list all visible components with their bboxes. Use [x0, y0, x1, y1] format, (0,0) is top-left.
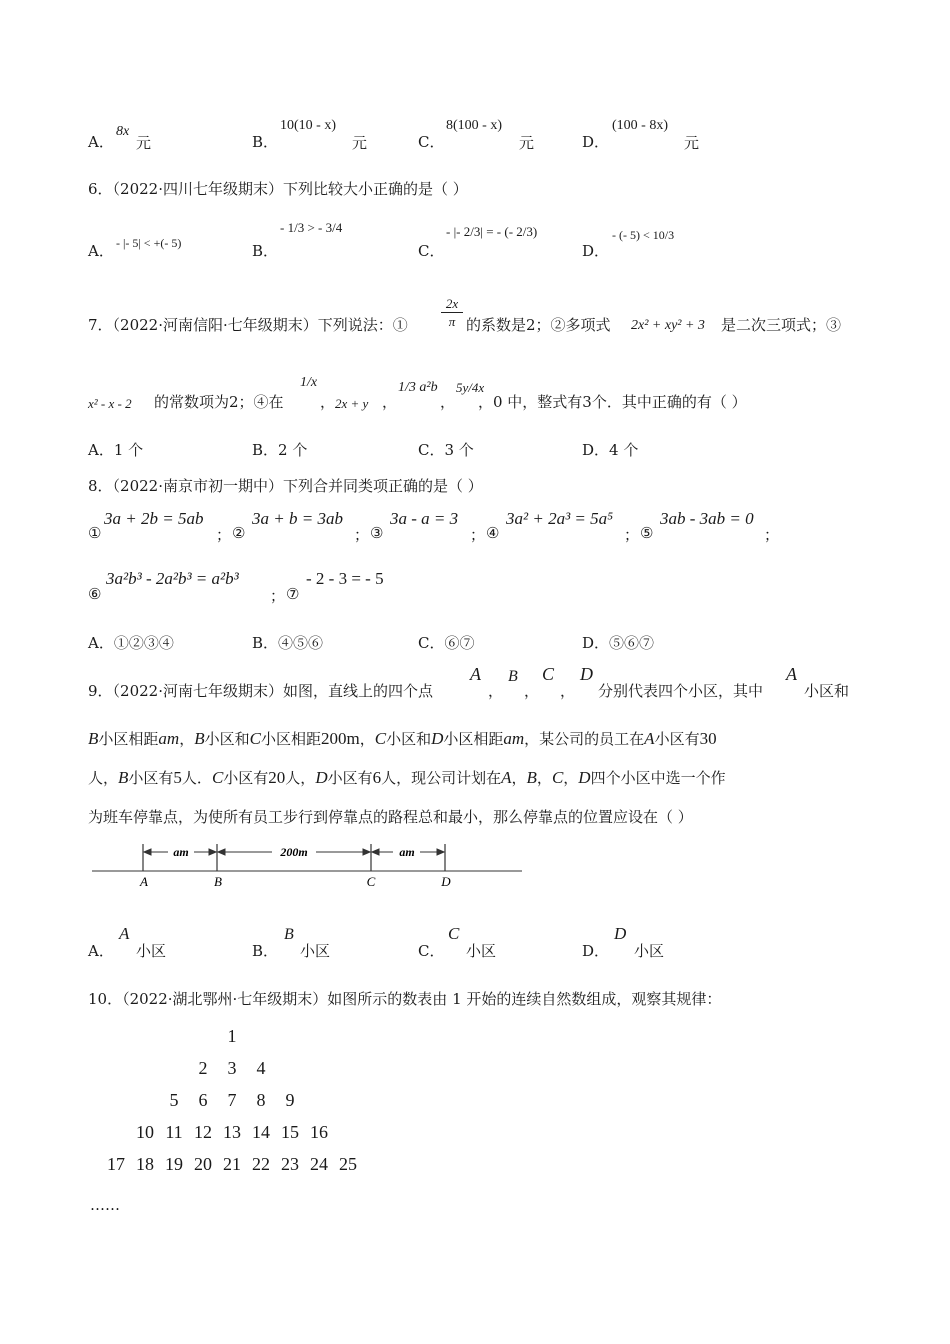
triangle-number: 23 — [281, 1154, 299, 1174]
triangle-number: 3 — [227, 1058, 237, 1078]
triangle-number: 14 — [252, 1122, 270, 1142]
q8-item-4-expr: 3a² + 2a³ = 5a⁵ — [506, 509, 614, 528]
line-text: 小区和 — [204, 730, 250, 748]
q9-option-c-text: 小区 — [466, 942, 497, 960]
triangle-number: 12 — [194, 1122, 212, 1142]
math-value: 20 — [268, 768, 286, 787]
triangle-number: 10 — [136, 1122, 154, 1142]
q9-option-b-label: B． — [252, 942, 279, 960]
q8-item-1-mark: ① — [88, 524, 102, 542]
math-symbol: A — [501, 768, 512, 787]
triangle-number: 2 — [198, 1058, 208, 1078]
math-symbol: am — [503, 729, 525, 748]
q7-frac-den: π — [448, 314, 456, 329]
q7-comma: ， — [440, 393, 456, 411]
line-text: 人． — [181, 769, 212, 787]
q8-item-3-mark: ③ — [370, 524, 384, 542]
triangle-number: 21 — [223, 1154, 241, 1174]
q8-option-b — [252, 632, 323, 653]
q8-item-5-mark: ⑤ — [640, 524, 654, 542]
q9-option-a-label: A． — [88, 942, 114, 960]
q5-option-a-label: A． — [88, 133, 114, 151]
q7-stem-part2: 的系数是2；②多项式 — [466, 316, 611, 334]
option-label: C． — [418, 634, 445, 652]
q5-option-c-unit: 元 — [519, 134, 535, 152]
q7-line2-expr: x² - x - 2 — [88, 396, 132, 411]
q8-item-2-mark: ② — [232, 524, 246, 542]
q5-option-d-label: D． — [582, 133, 610, 151]
line-text: 人， — [285, 769, 316, 787]
q7-fraction-2x-over-pi — [441, 296, 463, 329]
triangle-number: 22 — [252, 1154, 270, 1174]
q6-stem: 6．（2022·四川七年级期末）下列比较大小正确的是（ ） — [88, 180, 468, 198]
separator: ； — [354, 526, 370, 544]
q9-point-a-ref: A — [786, 664, 797, 684]
q5-option-a-unit: 元 — [136, 134, 152, 152]
q8-item-6-mark: ⑥ — [88, 585, 102, 603]
figure-seg2-label: 200m — [280, 845, 308, 859]
q8-item-1-expr: 3a + 2b = 5ab — [104, 509, 204, 528]
math-symbol: C — [551, 768, 564, 787]
q5-option-a-expr: 8x — [116, 124, 130, 139]
separator: ； — [624, 526, 640, 544]
math-symbol: am — [158, 729, 180, 748]
triangle-number: 24 — [310, 1154, 328, 1174]
math-symbol: B — [88, 729, 99, 748]
q6-option-a-expr: - |- 5| < +(- 5) — [116, 236, 182, 250]
q9-stem-line2 — [88, 728, 717, 749]
q6-option-d-label: D． — [582, 242, 610, 260]
option-label: D． — [582, 634, 610, 652]
option-label: B． — [252, 634, 279, 652]
q5-option-b-expr: 10(10 - x) — [280, 118, 336, 133]
figure-point-c: C — [366, 874, 376, 889]
q9-option-d-point: D — [614, 924, 627, 943]
q8-item-5-expr: 3ab - 3ab = 0 — [660, 509, 754, 528]
q7-item-2x-plus-y: 2x + y — [335, 396, 369, 411]
option-text: 2 个 — [278, 441, 308, 459]
q9-option-b-point: B — [284, 926, 294, 943]
option-text: 3 个 — [444, 441, 474, 459]
q7-item-third-a2b: 1/3 a²b — [398, 380, 438, 395]
q9-option-a-text: 小区 — [136, 942, 167, 960]
q6-option-d-expr: - (- 5) < 10/3 — [612, 228, 675, 242]
q9-option-d-text: 小区 — [634, 942, 665, 960]
line-text: ， — [536, 769, 552, 787]
q9-stem-part1: 9．（2022·河南七年级期末）如图，直线上的四个点 — [88, 682, 433, 700]
math-symbol: B — [118, 768, 129, 787]
q5-option-d-expr: (100 - 8x) — [612, 118, 668, 133]
line-text: 小区有 — [128, 769, 174, 787]
line-text: 人，现公司计划在 — [381, 769, 502, 787]
q9-comma: ， — [560, 682, 576, 700]
line-text: ， — [563, 769, 579, 787]
q8-option-c — [418, 632, 475, 653]
option-text: 4 个 — [609, 441, 639, 459]
q8-item-3-expr: 3a - a = 3 — [390, 509, 459, 528]
fraction-bar — [441, 312, 463, 313]
option-label: A． — [88, 634, 114, 652]
q7-option-c — [418, 439, 474, 460]
line-text: 人， — [88, 769, 119, 787]
option-text: ⑥⑦ — [444, 634, 475, 652]
triangle-number: 17 — [107, 1154, 125, 1174]
q8-item-7-mark: ⑦ — [286, 585, 300, 603]
q7-option-b — [252, 439, 307, 460]
q7-item-5y-over-4x: 5y/4x — [456, 380, 485, 395]
line-text: 小区有 — [327, 769, 373, 787]
math-value: 200m — [320, 729, 360, 748]
triangle-number: 7 — [227, 1090, 237, 1110]
line-text: 小区相距 — [260, 730, 321, 748]
line-text: 小区相距 — [98, 730, 159, 748]
q9-option-d-label: D． — [582, 942, 610, 960]
option-label: D． — [582, 441, 610, 459]
math-symbol: C — [374, 729, 387, 748]
option-text: 1 个 — [113, 441, 144, 459]
q7-stem-part1: 7．（2022·河南信阳·七年级期末）下列说法：① — [88, 316, 408, 334]
q9-point-a: A — [470, 664, 481, 684]
triangle-number: 13 — [223, 1122, 241, 1142]
triangle-number: 9 — [285, 1090, 295, 1110]
triangle-number: 8 — [256, 1090, 266, 1110]
separator: ； — [270, 587, 286, 605]
line-text: 小区有 — [654, 730, 700, 748]
q7-line2-text2: ，0 中，整式有3个．其中正确的有（ ） — [478, 393, 747, 411]
q7-option-d — [582, 439, 638, 460]
q8-option-d — [582, 632, 654, 653]
q7-stem-part3: 是二次三项式；③ — [721, 316, 842, 334]
q9-option-a-point: A — [119, 924, 130, 943]
option-text: ①②③④ — [113, 634, 174, 652]
q5-option-c-label: C． — [418, 133, 445, 151]
line-text: 小区有 — [223, 769, 269, 787]
separator: ； — [470, 526, 486, 544]
q5-option-b-unit: 元 — [352, 134, 368, 152]
q9-stem-part2: 分别代表四个小区，其中 — [598, 682, 764, 700]
line-text: ， — [179, 730, 195, 748]
math-symbol: D — [431, 729, 444, 748]
q10-stem: 10．（2022·湖北鄂州·七年级期末）如图所示的数表由 1 开始的连续自然数组成，观察其规律： — [88, 990, 722, 1008]
triangle-number: 1 — [227, 1026, 237, 1046]
math-value: 6 — [372, 768, 382, 787]
q9-line-figure — [90, 838, 526, 892]
q7-line2-text1: 的常数项为2；④在 — [154, 393, 284, 411]
q9-option-c-label: C． — [418, 942, 445, 960]
triangle-number: 5 — [169, 1090, 179, 1110]
q8-item-6-expr: 3a²b³ - 2a²b³ = a²b³ — [106, 569, 239, 588]
q9-stem-line3 — [88, 767, 726, 788]
math-value: 5 — [173, 768, 182, 787]
q9-point-b: B — [508, 668, 518, 685]
math-symbol: C — [211, 768, 224, 787]
separator: ； — [216, 526, 232, 544]
triangle-number: 19 — [165, 1154, 183, 1174]
q7-option-a — [88, 439, 143, 460]
line-text: ，某公司的员工在 — [524, 730, 645, 748]
line-text: ， — [511, 769, 527, 787]
triangle-number: 18 — [136, 1154, 154, 1174]
line-text: 四个小区中选一个作 — [590, 769, 726, 787]
math-symbol: D — [315, 768, 328, 787]
q9-point-c: C — [542, 664, 555, 684]
q6-option-c-expr: - |- 2/3| = - (- 2/3) — [446, 224, 538, 239]
figure-point-a: A — [140, 874, 148, 889]
q7-comma: ， — [382, 393, 398, 411]
q9-point-d: D — [580, 664, 593, 684]
q8-item-2-expr: 3a + b = 3ab — [252, 509, 343, 528]
q7-item-1-over-x: 1/x — [300, 375, 318, 390]
triangle-number: 4 — [256, 1058, 266, 1078]
option-label: A． — [88, 441, 114, 459]
q9-comma: ， — [524, 682, 540, 700]
math-symbol: B — [194, 729, 205, 748]
q5-option-b-label: B． — [252, 133, 279, 151]
q6-option-c-label: C． — [418, 242, 445, 260]
q9-stem-line4: 为班车停靠点，为使所有员工步行到停靠点的路程总和最小，那么停靠点的位置应设在（ ） — [88, 808, 693, 826]
q7-comma: ， — [320, 393, 336, 411]
q10-ellipsis: …… — [90, 1196, 120, 1214]
figure-point-d: D — [441, 874, 451, 889]
math-value: 30 — [699, 729, 717, 748]
triangle-number: 20 — [194, 1154, 212, 1174]
math-symbol: A — [644, 729, 655, 748]
option-label: B． — [252, 441, 279, 459]
triangle-number: 15 — [281, 1122, 299, 1142]
line-text: 小区相距 — [443, 730, 504, 748]
math-symbol: D — [578, 768, 591, 787]
q6-option-b-expr: - 1/3 > - 3/4 — [280, 220, 343, 235]
separator: ； — [764, 526, 780, 544]
triangle-number: 6 — [198, 1090, 208, 1110]
math-symbol: B — [526, 768, 537, 787]
line-text: ， — [359, 730, 375, 748]
q8-item-7-expr: - 2 - 3 = - 5 — [306, 569, 384, 588]
q5-option-d-unit: 元 — [684, 134, 700, 152]
q9-option-c-point: C — [448, 924, 460, 943]
q8-stem: 8．（2022·南京市初一期中）下列合并同类项正确的是（ ） — [88, 477, 483, 495]
q9-option-b-text: 小区 — [300, 942, 331, 960]
triangle-number: 16 — [310, 1122, 328, 1142]
option-label: C． — [418, 441, 445, 459]
option-text: ④⑤⑥ — [278, 634, 324, 652]
q8-option-a — [88, 632, 174, 653]
option-text: ⑤⑥⑦ — [609, 634, 655, 652]
q9-stem-part3: 小区和 — [804, 682, 850, 700]
q8-item-4-mark: ④ — [486, 524, 500, 542]
figure-seg3-label: am — [399, 845, 415, 859]
q9-comma: ， — [488, 682, 504, 700]
q6-option-a-label: A． — [88, 242, 114, 260]
figure-point-b: B — [214, 874, 222, 889]
triangle-number: 11 — [165, 1122, 183, 1142]
q7-polynomial: 2x² + xy² + 3 — [631, 318, 705, 333]
q6-option-b-label: B． — [252, 242, 279, 260]
triangle-number: 25 — [339, 1154, 357, 1174]
q7-frac-num: 2x — [445, 296, 459, 311]
q5-option-c-expr: 8(100 - x) — [446, 118, 502, 133]
math-symbol: C — [249, 729, 261, 748]
figure-seg1-label: am — [173, 845, 189, 859]
line-text: 小区和 — [386, 730, 432, 748]
